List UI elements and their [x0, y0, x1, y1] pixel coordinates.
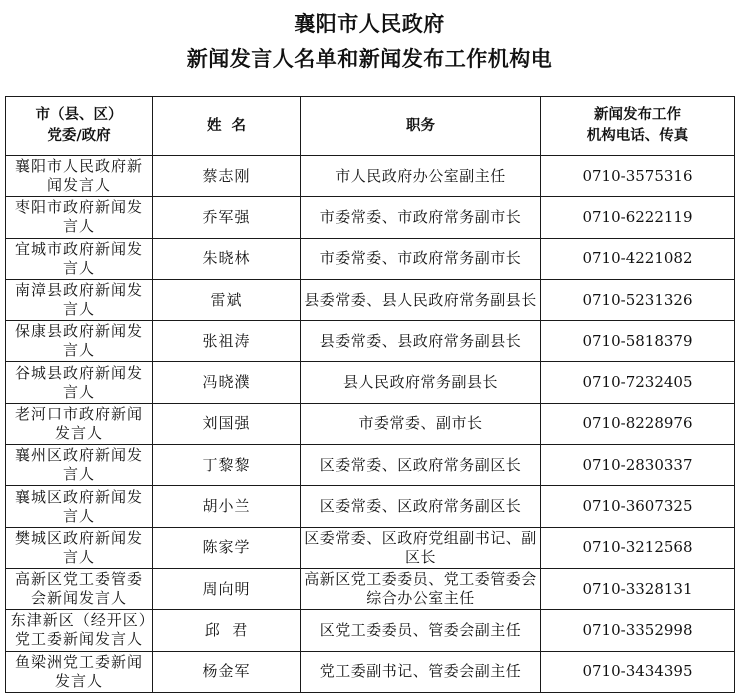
phone-cell: 0710-3328131	[541, 568, 735, 609]
name-cell: 邱 君	[153, 610, 301, 651]
column-header-unit	[6, 97, 153, 156]
name-cell: 周向明	[153, 568, 301, 609]
duty-cell: 县委常委、县政府常务副县长	[301, 321, 541, 362]
phone-cell: 0710-3212568	[541, 527, 735, 568]
duty-cell: 区委常委、区政府常务副区长	[301, 445, 541, 486]
unit-cell: 南漳县政府新闻发言人	[6, 279, 153, 320]
unit-cell: 襄阳市人民政府新闻发言人	[6, 156, 153, 197]
document-title: 襄阳市人民政府	[294, 12, 445, 36]
unit-cell: 保康县政府新闻发言人	[6, 321, 153, 362]
table-row	[6, 279, 735, 320]
spokesperson-table	[5, 96, 735, 693]
phone-cell: 0710-7232405	[541, 362, 735, 403]
duty-cell: 区委常委、区政府党组副书记、副区长	[301, 527, 541, 568]
duty-cell: 高新区党工委委员、党工委管委会综合办公室主任	[301, 568, 541, 609]
unit-cell: 鱼梁洲党工委新闻发言人	[6, 651, 153, 692]
unit-cell: 枣阳市政府新闻发言人	[6, 197, 153, 238]
column-header-unit-line1: 市（县、区）	[35, 107, 123, 123]
unit-cell: 东津新区（经开区）党工委新闻发言人	[6, 610, 153, 651]
table-row	[6, 197, 735, 238]
table-row	[6, 568, 735, 609]
table-row	[6, 486, 735, 527]
phone-cell: 0710-3434395	[541, 651, 735, 692]
name-cell: 乔军强	[153, 197, 301, 238]
table-row	[6, 651, 735, 692]
phone-cell: 0710-3607325	[541, 486, 735, 527]
unit-cell: 高新区党工委管委会新闻发言人	[6, 568, 153, 609]
name-cell: 朱晓林	[153, 238, 301, 279]
phone-cell: 0710-6222119	[541, 197, 735, 238]
duty-cell: 市委常委、副市长	[301, 403, 541, 444]
table-row	[6, 527, 735, 568]
column-header-duty: 职务	[301, 97, 541, 156]
duty-cell: 区委常委、区政府常务副区长	[301, 486, 541, 527]
table-row	[6, 156, 735, 197]
name-cell: 冯晓濮	[153, 362, 301, 403]
table-header-row	[6, 97, 735, 156]
name-cell: 胡小兰	[153, 486, 301, 527]
duty-cell: 县人民政府常务副县长	[301, 362, 541, 403]
column-header-phone-line1: 新闻发布工作	[594, 107, 681, 123]
name-cell: 杨金军	[153, 651, 301, 692]
table-row	[6, 238, 735, 279]
unit-cell: 宜城市政府新闻发言人	[6, 238, 153, 279]
column-header-unit-line2: 党委/政府	[47, 128, 111, 144]
phone-cell: 0710-5231326	[541, 279, 735, 320]
unit-cell: 老河口市政府新闻发言人	[6, 403, 153, 444]
duty-cell: 市委常委、市政府常务副市长	[301, 197, 541, 238]
duty-cell: 党工委副书记、管委会副主任	[301, 651, 541, 692]
duty-cell: 县委常委、县人民政府常务副县长	[301, 279, 541, 320]
unit-cell: 襄州区政府新闻发言人	[6, 445, 153, 486]
table-row	[6, 610, 735, 651]
phone-cell: 0710-2830337	[541, 445, 735, 486]
duty-cell: 市委常委、市政府常务副市长	[301, 238, 541, 279]
duty-cell: 区党工委委员、管委会副主任	[301, 610, 541, 651]
phone-cell: 0710-8228976	[541, 403, 735, 444]
table-row	[6, 362, 735, 403]
phone-cell: 0710-4221082	[541, 238, 735, 279]
name-cell: 丁黎黎	[153, 445, 301, 486]
phone-cell: 0710-3352998	[541, 610, 735, 651]
document-subtitle: 新闻发言人名单和新闻发布工作机构电	[186, 47, 553, 71]
name-cell: 张祖涛	[153, 321, 301, 362]
column-header-phone	[541, 97, 735, 156]
table-row	[6, 403, 735, 444]
unit-cell: 襄城区政府新闻发言人	[6, 486, 153, 527]
name-cell: 蔡志刚	[153, 156, 301, 197]
unit-cell: 樊城区政府新闻发言人	[6, 527, 153, 568]
table-row	[6, 321, 735, 362]
name-cell: 雷斌	[153, 279, 301, 320]
name-cell: 陈家学	[153, 527, 301, 568]
unit-cell: 谷城县政府新闻发言人	[6, 362, 153, 403]
duty-cell: 市人民政府办公室副主任	[301, 156, 541, 197]
column-header-name: 姓 名	[153, 97, 301, 156]
phone-cell: 0710-3575316	[541, 156, 735, 197]
column-header-phone-line2: 机构电话、传真	[586, 128, 689, 144]
name-cell: 刘国强	[153, 403, 301, 444]
table-row	[6, 445, 735, 486]
phone-cell: 0710-5818379	[541, 321, 735, 362]
